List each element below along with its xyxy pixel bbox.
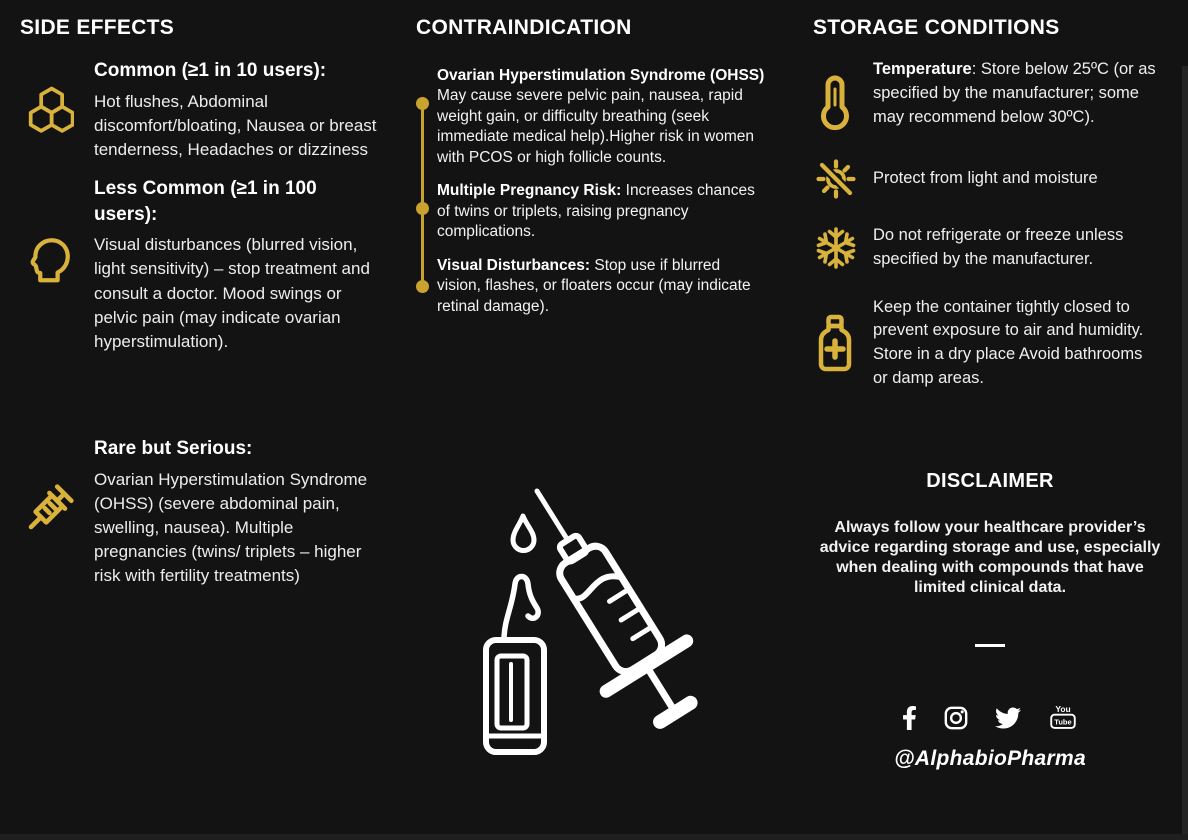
contraindication-item — [416, 181, 768, 242]
contraindication-title: CONTRAINDICATION — [416, 16, 632, 39]
storage-item-container — [813, 296, 1171, 391]
side-effect-body: Visual disturbances (blurred vision, light sensitivity) – stop treatment and consult a doctor. Mood swings or pelvic pain (may indicate ovarian hyperstimulation). — [94, 235, 370, 351]
side-effect-body: Ovarian Hyperstimulation Syndrome (OHSS) (severe abdominal pain, swelling, nausea). Multiple pregnancies (twins/ triplets – higher risk with fertility treatments) — [94, 469, 368, 586]
storage-text — [873, 167, 1159, 191]
storage-text — [873, 58, 1159, 129]
side-effect-item-common — [20, 58, 384, 162]
storage-title: STORAGE CONDITIONS — [813, 16, 1060, 39]
social-icons-row — [810, 703, 1170, 733]
side-effect-item-less-common — [20, 176, 384, 354]
honeycomb-icon — [20, 58, 94, 162]
syringe-icon — [20, 436, 94, 588]
side-effect-text — [94, 436, 384, 588]
no-light-icon — [813, 156, 873, 202]
disclaimer-section — [810, 470, 1170, 771]
facebook-icon[interactable] — [902, 705, 917, 731]
side-effect-text — [94, 58, 384, 162]
timeline-dot — [416, 202, 429, 215]
storage-body: Do not refrigerate or freeze unless specified by the manufacturer. — [873, 226, 1124, 268]
divider-dash — [975, 644, 1005, 647]
side-effect-item-rare — [20, 436, 384, 588]
contraindication-body: May cause severe pelvic pain, nausea, rapid weight gain, or difficulty breathing (seek immediate medical help).Higher risk in women with PCOS or high follicle counts. — [437, 87, 755, 166]
side-effect-heading: Rare but Serious: — [94, 437, 253, 459]
storage-item-freeze — [813, 224, 1171, 272]
contraindication-heading: Visual Disturbances: — [437, 256, 591, 274]
storage-heading: Temperature — [873, 60, 972, 78]
snowflake-icon — [813, 225, 873, 271]
timeline-dot — [416, 280, 429, 293]
storage-body: : Store below 25ºC (or as specified by the manufacturer; some may recommend below 30ºC). — [873, 60, 1156, 126]
contraindication-item — [416, 256, 768, 317]
disclaimer-title: DISCLAIMER — [926, 470, 1054, 492]
twitter-icon[interactable] — [995, 705, 1021, 731]
storage-body: Keep the container tightly closed to prevent exposure to air and humidity. Store in a dry place Avoid bathrooms or damp areas. — [873, 297, 1144, 387]
storage-body: Protect from light and moisture — [873, 169, 1098, 188]
canvas-edge-bottom — [0, 834, 1188, 840]
storage-item-temperature — [813, 58, 1171, 134]
disclaimer-body: Always follow your healthcare provider’s advice regarding storage and use, especially when dealing with compounds that have limited clinical data. — [819, 519, 1161, 596]
social-handle: @AlphabioPharma — [894, 747, 1086, 770]
storage-text — [873, 296, 1159, 391]
contraindication-body: Stop use if blurred vision, flashes, or floaters occur (may indicate retinal damage). — [437, 256, 751, 315]
side-effect-body: Hot flushes, Abdominal discomfort/bloating, Nausea or breast tenderness, Headaches or dizziness — [94, 91, 377, 159]
medicine-bottle-icon — [813, 313, 873, 373]
svg-text:Tube: Tube — [1053, 717, 1072, 727]
contraindication-body: Increases chances of twins or triplets, raising pregnancy complications. — [437, 182, 755, 241]
side-effects-section — [20, 16, 384, 588]
thermometer-icon — [813, 58, 873, 134]
contraindication-heading: Ovarian Hyperstimulation Syndrome (OHSS) — [437, 67, 765, 84]
head-profile-icon — [20, 176, 94, 354]
side-effect-text — [94, 176, 384, 354]
svg-text:You: You — [1054, 703, 1071, 714]
side-effects-title: SIDE EFFECTS — [20, 16, 175, 39]
canvas-edge-right — [1182, 66, 1188, 840]
side-effect-heading: Common (≥1 in 10 users): — [94, 60, 327, 81]
youtube-icon[interactable] — [1047, 703, 1079, 733]
storage-item-light — [813, 156, 1171, 202]
side-effect-heading: Less Common (≥1 in 100 users): — [94, 178, 317, 225]
contraindication-timeline — [416, 66, 768, 317]
ampoule-syringe-illustration — [478, 468, 718, 773]
storage-text — [873, 224, 1159, 272]
contraindication-section — [416, 16, 768, 330]
instagram-icon[interactable] — [943, 705, 969, 731]
contraindication-heading: Multiple Pregnancy Risk: — [437, 182, 622, 200]
timeline-dot — [416, 97, 429, 110]
storage-section — [813, 16, 1171, 417]
contraindication-item — [416, 66, 768, 168]
